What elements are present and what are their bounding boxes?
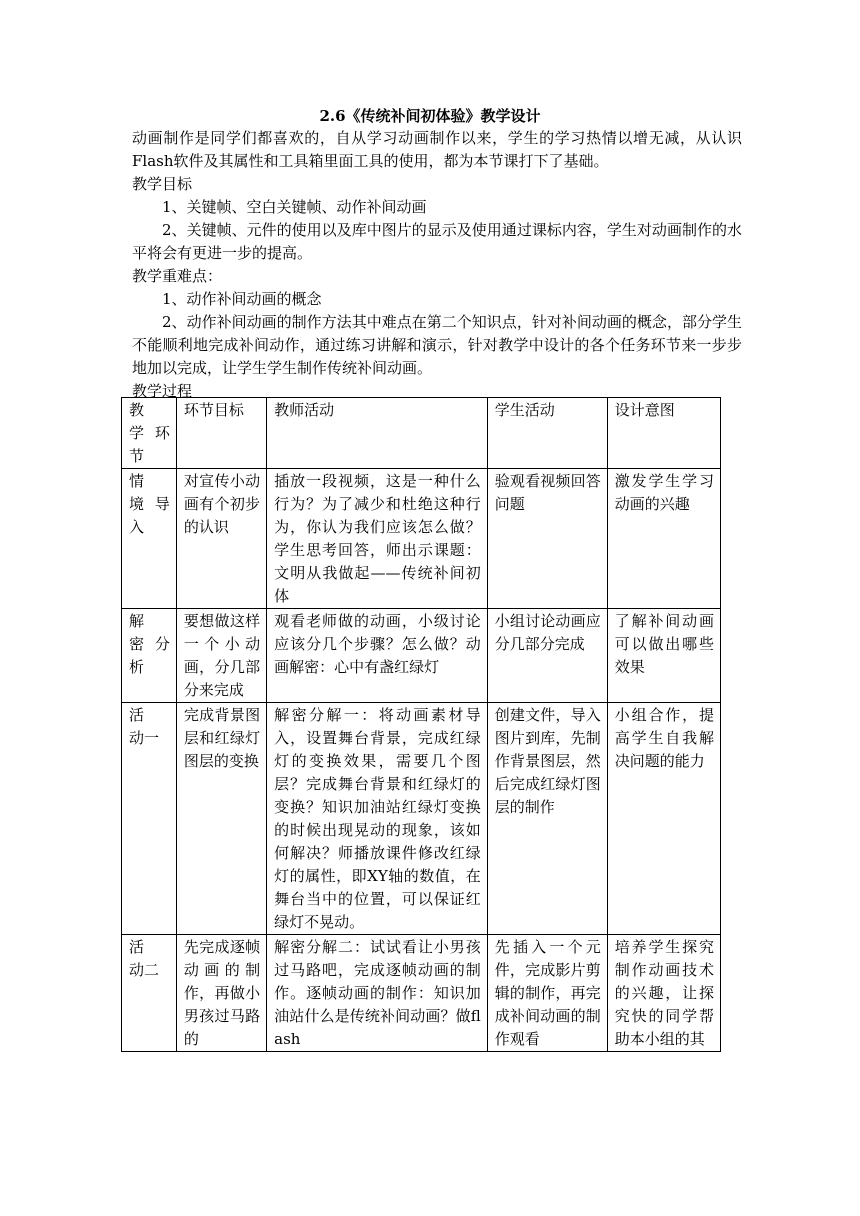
table-cell: 要想做这样一个小动画，分几部分来完成 — [176, 609, 266, 703]
table-cell: 先插入一个元件，完成影片剪辑的制作，再完成补间动画的制作观看 — [487, 935, 607, 1052]
table-cell: 解 密分析 — [122, 609, 177, 703]
process-heading: 教学过程 — [132, 382, 193, 400]
table-cell: 解密分解一：将动画素材导入，设置舞台背景，完成红绿灯的变换效果，需要几个图层？完成舞台背景和红绿灯的变换？知识加油站红绿灯变换的时候出现晃动的现象，该如何解决？师播放课件修改红绿灯的属性，即XY轴的数值，在舞台当中的位置，可以保证红绿灯不晃动。 — [267, 703, 488, 935]
table-row — [122, 703, 721, 935]
header-cell: 设计意图 — [607, 398, 720, 469]
table-cell: 培养学生探究制作动画技术的兴趣，让探究快的同学帮助本小组的其 — [607, 935, 720, 1052]
difficulty-item-2: 2、动作补间动画的制作方法其中难点在第二个知识点，针对补间动画的概念，部分学生不能顺利地完成补间动作，通过练习讲解和演示，针对教学中设计的各个任务环节来一步步地加以完成，让学生学生制作传统补间动画。 — [132, 313, 742, 377]
intro-paragraph: 动画制作是同学们都喜欢的，自从学习动画制作以来，学生的学习热情以增无减，从认识Flash软件及其属性和工具箱里面工具的使用，都为本节课打下了基础。 — [132, 129, 742, 170]
difficulty-heading: 教学重难点： — [132, 267, 223, 285]
difficulty-item-1: 1、动作补间动画的概念 — [162, 290, 322, 308]
goal-item-2: 2、关键帧、元件的使用以及库中图片的显示及使用通过课标内容，学生对动画制作的水平将会有更进一步的提高。 — [132, 221, 742, 262]
document-body — [132, 127, 742, 403]
table-cell: 激发学生学习动画的兴趣 — [607, 469, 720, 609]
table-cell: 完成背景图层和红绿灯图层的变换 — [176, 703, 266, 935]
table-cell: 对宣传小动画有个初步的认识 — [176, 469, 266, 609]
goal-item-1: 1、关键帧、空白关键帧、动作补间动画 — [162, 198, 427, 216]
table-cell: 插放一段视频，这是一种什么行为？为了减少和杜绝这种行为，你认为我们应该怎么做？ 学生思考回答，师出示课题：文明从我做起——传统补间初体 — [267, 469, 488, 609]
header-cell: 教师活动 — [267, 398, 488, 469]
table-header-row — [122, 398, 721, 469]
document-title: 2.6《传统补间初体验》教学设计 — [319, 107, 541, 125]
table-cell: 了解补间动画可以做出哪些效果 — [607, 609, 720, 703]
goals-heading: 教学目标 — [132, 175, 193, 193]
table-cell: 活 动一 — [122, 703, 177, 935]
table-cell: 先完成逐帧动画的制作，再做小男孩过马路的 — [176, 935, 266, 1052]
teaching-process-table — [121, 397, 721, 1052]
table-cell: 创建文件，导入图片到库，先制作背景图层，然后完成红绿灯图层的制作 — [487, 703, 607, 935]
header-cell: 教 学环节 — [122, 398, 177, 469]
table-cell: 情 境导入 — [122, 469, 177, 609]
header-cell: 环节目标 — [176, 398, 266, 469]
table-cell: 小组讨论动画应分几部分完成 — [487, 609, 607, 703]
table-cell: 小组合作，提高学生自我解决问题的能力 — [607, 703, 720, 935]
table-row — [122, 935, 721, 1052]
header-cell: 学生活动 — [487, 398, 607, 469]
table-cell: 观看老师做的动画，小级讨论应该分几个步骤？怎么做？动画解密：心中有盏红绿灯 — [267, 609, 488, 703]
table-row — [122, 609, 721, 703]
table-cell: 验观看视频回答问题 — [487, 469, 607, 609]
table-cell: 活 动二 — [122, 935, 177, 1052]
table-cell: 解密分解二：试试看让小男孩过马路吧，完成逐帧动画的制作。逐帧动画的制作：知识加油站什么是传统补间动画？做flash — [267, 935, 488, 1052]
table-row — [122, 469, 721, 609]
